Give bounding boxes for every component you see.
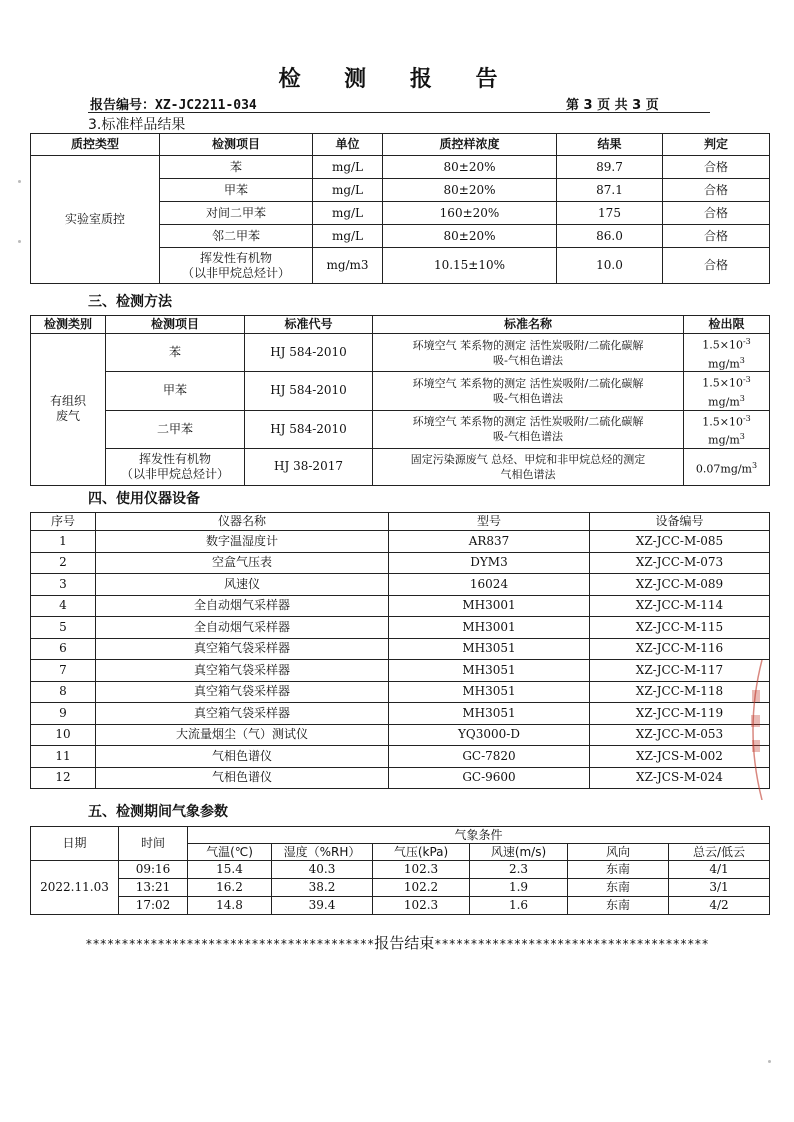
scan-speck xyxy=(18,240,21,243)
end-stars-right: ************************************** xyxy=(434,937,709,951)
methods-col-code: 标准代号 xyxy=(245,316,373,334)
equipment-no: 6 xyxy=(31,638,96,660)
equipment-id: XZ-JCC-M-119 xyxy=(590,703,770,725)
weather-col-pressure: 气压(kPa) xyxy=(373,844,470,861)
page-number: 第 3 页 共 3 页 xyxy=(566,98,659,113)
equipment-name: 真空箱气袋采样器 xyxy=(96,660,389,682)
qc-type-cell: 实验室质控 xyxy=(31,156,160,284)
report-title: 检 测 报 告 xyxy=(278,67,516,92)
equipment-name: 真空箱气袋采样器 xyxy=(96,703,389,725)
methods-limit: $1.5\times 10^{-3}$ $mg/m^3$ xyxy=(684,410,770,448)
weather-heading: 五、检测期间气象参数 xyxy=(88,804,228,820)
methods-limit: $1.5\times 10^{-3}$ $mg/m^3$ xyxy=(684,334,770,372)
table-row xyxy=(31,448,770,485)
equipment-no: 1 xyxy=(31,531,96,553)
weather-temp: 14.8 xyxy=(188,897,272,915)
methods-name-line1: 环境空气 苯系物的测定 活性炭吸附/二硫化碳解 xyxy=(412,376,644,390)
equipment-no: 3 xyxy=(31,574,96,596)
qc-item-line2: （以非甲烷总烃计） xyxy=(181,265,290,280)
equipment-no: 12 xyxy=(31,767,96,789)
weather-col-humidity: 湿度（%RH） xyxy=(272,844,373,861)
qc-item: 甲苯 xyxy=(160,179,313,202)
methods-name xyxy=(373,448,684,485)
qc-conc: 160±20% xyxy=(383,202,557,225)
equipment-no: 9 xyxy=(31,703,96,725)
table-row xyxy=(31,660,770,682)
qc-result: 175 xyxy=(557,202,663,225)
methods-code: HJ 38-2017 xyxy=(245,448,373,485)
equipment-no: 8 xyxy=(31,681,96,703)
equipment-body xyxy=(31,531,770,789)
qc-item-line1: 挥发性有机物 xyxy=(199,250,272,265)
equipment-col-name: 仪器名称 xyxy=(96,513,389,531)
qc-col-verdict: 判定 xyxy=(663,134,770,156)
methods-name xyxy=(373,410,684,448)
equipment-model: MH3051 xyxy=(389,638,590,660)
table-row xyxy=(31,372,770,410)
weather-time: 09:16 xyxy=(119,861,188,879)
header-rule xyxy=(88,112,710,113)
weather-temp: 16.2 xyxy=(188,879,272,897)
weather-cloud: 3/1 xyxy=(669,879,770,897)
qc-item: 邻二甲苯 xyxy=(160,225,313,248)
weather-col-date: 日期 xyxy=(31,827,119,861)
qc-col-result: 结果 xyxy=(557,134,663,156)
methods-name xyxy=(373,372,684,410)
equipment-model: MH3001 xyxy=(389,595,590,617)
qc-unit: mg/L xyxy=(313,156,383,179)
methods-table xyxy=(30,315,770,486)
equipment-no: 10 xyxy=(31,724,96,746)
equipment-id: XZ-JCS-M-002 xyxy=(590,746,770,768)
methods-name xyxy=(373,334,684,372)
equipment-name: 风速仪 xyxy=(96,574,389,596)
qc-result: 89.7 xyxy=(557,156,663,179)
methods-item: 苯 xyxy=(106,334,245,372)
methods-name-line1: 固定污染源废气 总烃、甲烷和非甲烷总烃的测定 xyxy=(410,452,646,466)
equipment-id: XZ-JCC-M-118 xyxy=(590,681,770,703)
qc-item: 对间二甲苯 xyxy=(160,202,313,225)
equipment-name: 气相色谱仪 xyxy=(96,746,389,768)
equipment-no: 4 xyxy=(31,595,96,617)
table-row xyxy=(31,531,770,553)
weather-humidity: 38.2 xyxy=(272,879,373,897)
qc-table xyxy=(30,133,770,284)
equipment-no: 5 xyxy=(31,617,96,639)
report-end-line xyxy=(0,932,794,953)
table-row xyxy=(31,746,770,768)
table-row xyxy=(31,334,770,372)
equipment-name: 空盒气压表 xyxy=(96,552,389,574)
equipment-id: XZ-JCC-M-115 xyxy=(590,617,770,639)
equipment-no: 2 xyxy=(31,552,96,574)
equipment-id: XZ-JCC-M-089 xyxy=(590,574,770,596)
equipment-table xyxy=(30,512,770,789)
methods-code: HJ 584-2010 xyxy=(245,334,373,372)
qc-unit: mg/L xyxy=(313,179,383,202)
weather-col-cloud: 总云/低云 xyxy=(669,844,770,861)
qc-col-unit: 单位 xyxy=(313,134,383,156)
weather-pressure: 102.3 xyxy=(373,897,470,915)
qc-unit: mg/L xyxy=(313,202,383,225)
weather-col-wind-dir: 风向 xyxy=(568,844,669,861)
weather-pressure: 102.2 xyxy=(373,879,470,897)
qc-verdict: 合格 xyxy=(663,156,770,179)
equipment-model: GC-7820 xyxy=(389,746,590,768)
equipment-model: MH3051 xyxy=(389,703,590,725)
weather-pressure: 102.3 xyxy=(373,861,470,879)
equipment-name: 全自动烟气采样器 xyxy=(96,617,389,639)
equipment-name: 数字温湿度计 xyxy=(96,531,389,553)
equipment-name: 气相色谱仪 xyxy=(96,767,389,789)
methods-category-cell xyxy=(31,334,106,486)
end-stars-left: **************************************** xyxy=(85,937,375,951)
weather-wind-speed: 1.9 xyxy=(470,879,568,897)
report-number: 报告编号：XZ-JC2211-034 xyxy=(90,98,257,113)
methods-heading: 三、检测方法 xyxy=(88,294,172,310)
weather-wind-dir: 东南 xyxy=(568,897,669,915)
methods-item-line1: 挥发性有机物 xyxy=(138,451,211,466)
equipment-col-no: 序号 xyxy=(31,513,96,531)
scan-speck xyxy=(768,1060,771,1063)
weather-humidity: 40.3 xyxy=(272,861,373,879)
equipment-name: 大流量烟尘（气）测试仪 xyxy=(96,724,389,746)
weather-wind-speed: 1.6 xyxy=(470,897,568,915)
equipment-model: DYM3 xyxy=(389,552,590,574)
methods-category-line1: 有组织 xyxy=(49,394,86,409)
equipment-model: YQ3000-D xyxy=(389,724,590,746)
qc-verdict: 合格 xyxy=(663,202,770,225)
equipment-no: 7 xyxy=(31,660,96,682)
methods-item: 二甲苯 xyxy=(106,410,245,448)
table-row xyxy=(31,574,770,596)
table-row xyxy=(31,595,770,617)
methods-name-line2: 吸-气相色谱法 xyxy=(493,391,563,405)
weather-wind-dir: 东南 xyxy=(568,861,669,879)
qc-heading: 3.标准样品结果 xyxy=(88,117,186,133)
methods-item: 甲苯 xyxy=(106,372,245,410)
table-row xyxy=(31,703,770,725)
methods-code: HJ 584-2010 xyxy=(245,410,373,448)
qc-conc: 80±20% xyxy=(383,225,557,248)
methods-code: HJ 584-2010 xyxy=(245,372,373,410)
equipment-name: 全自动烟气采样器 xyxy=(96,595,389,617)
equipment-no: 11 xyxy=(31,746,96,768)
equipment-id: XZ-JCC-M-053 xyxy=(590,724,770,746)
qc-col-conc: 质控样浓度 xyxy=(383,134,557,156)
equipment-name: 真空箱气袋采样器 xyxy=(96,638,389,660)
equipment-model: 16024 xyxy=(389,574,590,596)
weather-temp: 15.4 xyxy=(188,861,272,879)
equipment-model: AR837 xyxy=(389,531,590,553)
table-row xyxy=(31,410,770,448)
qc-conc: 80±20% xyxy=(383,156,557,179)
equipment-id: XZ-JCC-M-117 xyxy=(590,660,770,682)
methods-item xyxy=(106,448,245,485)
methods-item-line2: （以非甲烷总烃计） xyxy=(120,466,229,481)
table-row xyxy=(31,681,770,703)
qc-conc: 10.15±10% xyxy=(383,248,557,284)
weather-col-temp: 气温(℃) xyxy=(188,844,272,861)
qc-col-item: 检测项目 xyxy=(160,134,313,156)
scan-speck xyxy=(18,180,21,183)
methods-col-limit: 检出限 xyxy=(684,316,770,334)
weather-time: 13:21 xyxy=(119,879,188,897)
equipment-id: XZ-JCC-M-116 xyxy=(590,638,770,660)
qc-item: 苯 xyxy=(160,156,313,179)
weather-humidity: 39.4 xyxy=(272,897,373,915)
equipment-id: XZ-JCC-M-085 xyxy=(590,531,770,553)
table-row xyxy=(31,724,770,746)
report-end-text: 报告结束 xyxy=(374,934,435,952)
table-row xyxy=(31,156,770,179)
methods-name-line1: 环境空气 苯系物的测定 活性炭吸附/二硫化碳解 xyxy=(412,415,644,429)
qc-conc: 80±20% xyxy=(383,179,557,202)
qc-unit: mg/L xyxy=(313,225,383,248)
qc-verdict: 合格 xyxy=(663,225,770,248)
equipment-col-model: 型号 xyxy=(389,513,590,531)
weather-date: 2022.11.03 xyxy=(31,861,119,915)
weather-wind-dir: 东南 xyxy=(568,879,669,897)
weather-time: 17:02 xyxy=(119,897,188,915)
qc-verdict: 合格 xyxy=(663,248,770,284)
table-row xyxy=(31,767,770,789)
methods-limit: $1.5\times 10^{-3}$ $mg/m^3$ xyxy=(684,372,770,410)
table-row xyxy=(31,617,770,639)
methods-name-line2: 气相色谱法 xyxy=(500,467,556,481)
qc-unit: mg/m3 xyxy=(313,248,383,284)
weather-group-label: 气象条件 xyxy=(188,827,770,844)
weather-cloud: 4/1 xyxy=(669,861,770,879)
methods-col-category: 检测类别 xyxy=(31,316,106,334)
table-row xyxy=(31,879,770,897)
methods-col-name: 标准名称 xyxy=(373,316,684,334)
weather-col-wind-speed: 风速(m/s) xyxy=(470,844,568,861)
qc-result: 86.0 xyxy=(557,225,663,248)
table-row xyxy=(31,638,770,660)
weather-table xyxy=(30,826,770,915)
methods-col-item: 检测项目 xyxy=(106,316,245,334)
weather-wind-speed: 2.3 xyxy=(470,861,568,879)
methods-name-line1: 环境空气 苯系物的测定 活性炭吸附/二硫化碳解 xyxy=(412,338,644,352)
weather-col-time: 时间 xyxy=(119,827,188,861)
equipment-model: MH3051 xyxy=(389,681,590,703)
table-row xyxy=(31,552,770,574)
equipment-model: MH3051 xyxy=(389,660,590,682)
equipment-name: 真空箱气袋采样器 xyxy=(96,681,389,703)
equipment-id: XZ-JCS-M-024 xyxy=(590,767,770,789)
equipment-id: XZ-JCC-M-114 xyxy=(590,595,770,617)
equipment-id: XZ-JCC-M-073 xyxy=(590,552,770,574)
methods-category-line2: 废气 xyxy=(55,409,80,424)
table-row xyxy=(31,897,770,915)
equipment-model: GC-9600 xyxy=(389,767,590,789)
qc-item xyxy=(160,248,313,284)
qc-col-type: 质控类型 xyxy=(31,134,160,156)
equipment-col-id: 设备编号 xyxy=(590,513,770,531)
table-row xyxy=(31,861,770,879)
weather-cloud: 4/2 xyxy=(669,897,770,915)
methods-limit: $0.07mg/m^3$ xyxy=(684,448,770,485)
seal-stamp-image xyxy=(740,660,766,800)
methods-name-line2: 吸-气相色谱法 xyxy=(493,353,563,367)
qc-result: 10.0 xyxy=(557,248,663,284)
qc-result: 87.1 xyxy=(557,179,663,202)
equipment-model: MH3001 xyxy=(389,617,590,639)
qc-verdict: 合格 xyxy=(663,179,770,202)
equipment-heading: 四、使用仪器设备 xyxy=(88,491,200,507)
methods-name-line2: 吸-气相色谱法 xyxy=(493,430,563,444)
